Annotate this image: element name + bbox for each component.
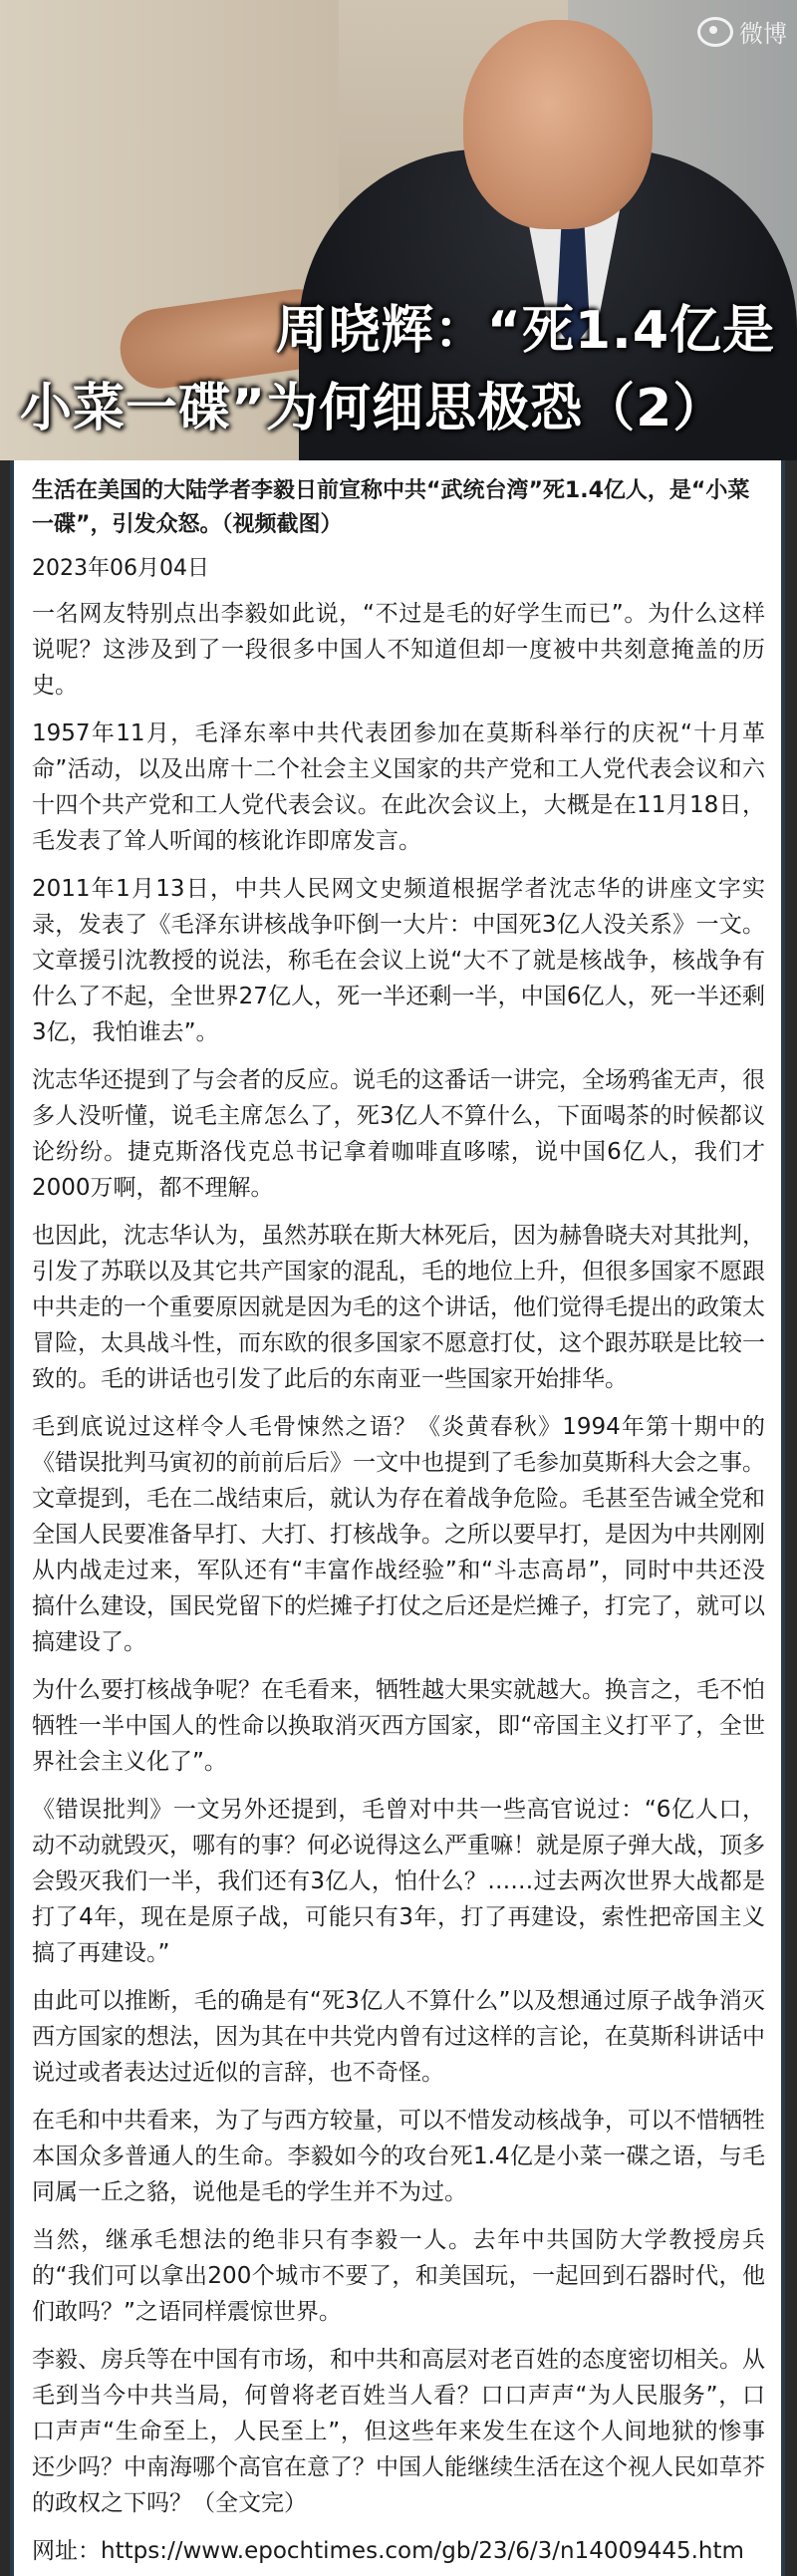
article-paragraph: 由此可以推断，毛的确是有“死3亿人不算什么”以及想通过原子战争消灭西方国家的想法，因为其在中共党内曾有过这样的言论，在莫斯科讲话中说过或者表达过近似的言辞，也不奇怪。 — [32, 1988, 765, 2086]
article-paragraph: 《错误批判》一文另外还提到，毛曾对中共一些高官说过：“6亿人口，动不动就毁灭，哪有的事？何必说得这么严重嘛！就是原子弹大战，顶多会毁灭我们一半，我们还有3亿人，怕什么？……过去两次世界大战都是打了4年，现在是原子战，可能只有3年，打了再建设，索性把帝国主义搞了再建设。” — [32, 1797, 765, 1966]
weibo-watermark — [697, 14, 787, 49]
article-paragraph: 2011年1月13日，中共人民网文史频道根据学者沈志华的讲座文字实录，发表了《毛泽东讲核战争吓倒一大片：中国死3亿人没关系》一文。文章援引沈教授的说法，称毛在会议上说“大不了就是核战争，核战争有什么了不起，全世界27亿人，死一半还剩一半，中国6亿人，死一半还剩3亿，我怕谁去”。 — [32, 876, 765, 1045]
article-paragraph: 也因此，沈志华认为，虽然苏联在斯大林死后，因为赫鲁晓夫对其批判，引发了苏联以及其它共产国家的混乱，毛的地位上升，但很多国家不愿跟中共走的一个重要原因就是因为毛的这个讲话，他们觉得毛提出的政策太冒险，太具战斗性，而东欧的很多国家不愿意打仗，这个跟苏联是比较一致的。毛的讲话也引发了此后的东南亚一些国家开始排华。 — [32, 1223, 765, 1392]
image-caption: 生活在美国的大陆学者李毅日前宣称中共“武统台湾”死1.4亿人，是“小菜一碟”，引发众怒。（视频截图） — [32, 478, 750, 537]
video-caption-line2: 小菜一碟”为何细思极恐（2） — [20, 379, 726, 438]
weibo-logo-icon — [697, 17, 733, 47]
article-paragraph: 当然，继承毛想法的绝非只有李毅一人。去年中共国防大学教授房兵的“我们可以拿出200个城市不要了，和美国玩，一起回到石器时代，他们敢吗？”之语同样震惊世界。 — [32, 2227, 765, 2325]
speaker-head — [463, 20, 653, 229]
article-paragraph: 李毅、房兵等在中国有市场，和中共和高层对老百姓的态度密切相关。从毛到当今中共当局，何曾将老百姓当人看？口口声声“为人民服务”，口口声声“生命至上，人民至上”，但这些年来发生在这个人间地狱的惨事还少吗？中南海哪个高官在意了？中国人能继续生活在这个视人民如草芥的政权之下吗？（全文完） — [32, 2347, 765, 2516]
source-url[interactable]: 网址：https://www.epochtimes.com/gb/23/6/3/n14009445.htm — [32, 2538, 744, 2564]
publish-date: 2023年06月04日 — [32, 556, 209, 581]
video-caption-line1: 周晓辉：“死1.4亿是 — [275, 301, 775, 361]
video-screenshot — [0, 0, 797, 460]
article-paragraph: 在毛和中共看来，为了与西方较量，可以不惜发动核战争，可以不惜牺牲本国众多普通人的生命。李毅如今的攻台死1.4亿是小菜一碟之语，与毛同属一丘之貉，说他是毛的学生并不为过。 — [32, 2108, 765, 2205]
article-paragraph: 沈志华还提到了与会者的反应。说毛的这番话一讲完，全场鸦雀无声，很多人没听懂，说毛主席怎么了，死3亿人不算什么，下面喝茶的时候都议论纷纷。捷克斯洛伐克总书记拿着咖啡直哆嗦，说中国6亿人，我们才2000万啊，都不理解。 — [32, 1067, 765, 1201]
article-body — [10, 460, 785, 2576]
article-paragraph: 为什么要打核战争呢？在毛看来，牺牲越大果实就越大。换言之，毛不怕牺牲一半中国人的性命以换取消灭西方国家，即“帝国主义打平了，全世界社会主义化了”。 — [32, 1677, 765, 1775]
article-paragraph: 毛到底说过这样令人毛骨悚然之语？《炎黄春秋》1994年第十期中的《错误批判马寅初的前前后后》一文中也提到了毛参加莫斯科大会之事。文章提到，毛在二战结束后，就认为存在着战争危险。毛甚至告诫全党和全国人民要准备早打、大打、打核战争。之所以要早打，是因为中共刚刚从内战走过来，军队还有“丰富作战经验”和“斗志高昂”，同时中共还没搞什么建设，国民党留下的烂摊子打仗之后还是烂摊子，打完了，就可以搞建设了。 — [32, 1414, 765, 1655]
article-paragraph: 1957年11月，毛泽东率中共代表团参加在莫斯科举行的庆祝“十月革命”活动，以及出席十二个社会主义国家的共产党和工人党代表会议和六十四个共产党和工人党代表会议。在此次会议上，大概是在11月18日，毛发表了耸人听闻的核讹诈即席发言。 — [32, 720, 765, 854]
article-paragraph: 一名网友特别点出李毅如此说，“不过是毛的好学生而已”。为什么这样说呢？这涉及到了一段很多中国人不知道但却一度被中共刻意掩盖的历史。 — [32, 601, 765, 699]
weibo-watermark-text: 微博 — [739, 20, 787, 48]
